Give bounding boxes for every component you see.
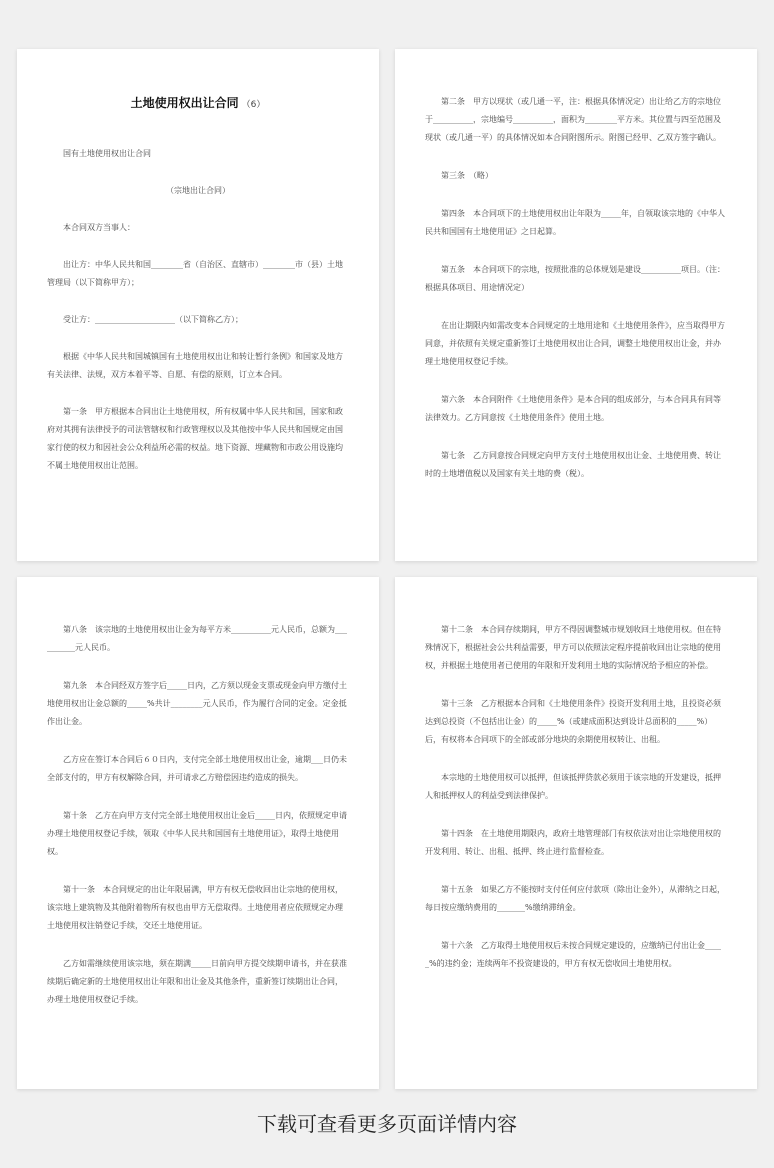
paragraph: 第十六条 乙方取得土地使用权后未按合同规定建设的，应缴纳已付出让金_____%的违约金；连续两年不投资建设的，甲方有权无偿收回土地使用权。	[425, 941, 721, 968]
paragraph: 第六条 本合同附件《土地使用条件》是本合同的组成部分，与本合同具有同等法律效力。乙方同意按《土地使用条件》使用土地。	[425, 395, 721, 422]
paragraph: 根据《中华人民共和国城镇国有土地使用权出让和转让暂行条例》和国家及地方有关法律、法规，双方本着平等、自愿、有偿的原则，订立本合同。	[47, 352, 343, 379]
paragraph: 第十三条 乙方根据本合同和《土地使用条件》投资开发利用土地，且投资必须达到总投资（不包括出让金）的_____%（或建成面积达到设计总面积的_____%）后，有权将本合同项下的全部或部分地块的余期使用权转让、出租。	[425, 699, 721, 744]
download-more-caption[interactable]: 下载可查看更多页面详情内容	[257, 1112, 517, 1136]
paragraph: 第二条 甲方以现状（或几通一平，注：根据具体情况定）出让给乙方的宗地位于__________，宗地编号__________，面积为________平方米。其位置与四至范围及现状（或几通一平）的具体情况如本合同附图所示。附图已经甲、乙双方签字确认。	[425, 97, 721, 142]
paragraph: 第十四条 在土地使用期限内，政府土地管理部门有权依法对出让宗地使用权的开发利用、转让、出租、抵押、终止进行监督检查。	[425, 829, 721, 856]
document-page-1	[17, 49, 379, 561]
document-page-3	[17, 577, 379, 1089]
paragraph: （宗地出让合同）	[166, 186, 230, 195]
paragraph: 第十二条 本合同存续期间，甲方不得因调整城市规划收回土地使用权。但在特殊情况下，根据社会公共利益需要，甲方可以依照法定程序提前收回出让宗地的使用权，并根据土地使用者已使用的年限和开发利用土地的实际情况给予相应的补偿。	[425, 625, 721, 670]
paragraph: 第十一条 本合同规定的出让年限届满，甲方有权无偿收回出让宗地的使用权，该宗地上建筑物及其他附着物所有权也由甲方无偿取得。土地使用者应依照规定办理土地使用权注销登记手续，交还土地使用证。	[47, 885, 343, 930]
paragraph: 出让方：中华人民共和国________省（自治区、直辖市）________市（县）土地管理局（以下简称甲方）；	[47, 260, 343, 287]
paragraph: 在出让期限内如需改变本合同规定的土地用途和《土地使用条件》，应当取得甲方同意，并依照有关规定重新签订土地使用权出让合同，调整土地使用权出让金，并办理土地使用权登记手续。	[425, 321, 725, 366]
paragraph: 乙方如需继续使用该宗地，须在期满_____日前向甲方提交续期申请书，并在获准续期后确定新的土地使用权出让年限和出让金及其他条件，重新签订续期出让合同，办理土地使用权登记手续。	[47, 959, 347, 1004]
paragraph: 第四条 本合同项下的土地使用权出让年限为_____年，自领取该宗地的《中华人民共和国国有土地使用证》之日起算。	[425, 209, 725, 236]
paragraph: 国有土地使用权出让合同	[63, 149, 151, 158]
paragraph: 第一条 甲方根据本合同出让土地使用权，所有权属中华人民共和国，国家和政府对其拥有法律授予的司法管辖权和行政管理权以及其他按中华人民共和国规定由国家行使的权力和因社会公众利益所必需的权益。地下资源、埋藏物和市政公用设施均不属土地使用权出让范围。	[47, 407, 343, 470]
paragraph: 第九条 本合同经双方签字后_____日内，乙方须以现金支票或现金向甲方缴付土地使用权出让金总额的_____%共计________元人民币，作为履行合同的定金。定金抵作出让金。	[47, 681, 347, 726]
title-number: （6）	[241, 100, 266, 110]
paragraph: 第三条 （略）	[441, 171, 493, 180]
paragraph: 第十条 乙方在向甲方支付完全部土地使用权出让金后_____日内，依照规定申请办理土地使用权登记手续，领取《中华人民共和国国有土地使用证》，取得土地使用权。	[47, 811, 347, 856]
paragraph: 第五条 本合同项下的宗地，按照批准的总体规划是建设__________项目。（注：根据具体项目、用途情况定）	[425, 265, 725, 292]
paragraph: 本合同双方当事人：	[63, 223, 135, 232]
paragraph: 第八条 该宗地的土地使用权出让金为每平方米__________元人民币，总额为__________元人民币。	[47, 625, 347, 652]
paragraph: 第十五条 如果乙方不能按时支付任何应付款项（除出让金外），从滞纳之日起，每日按应缴纳费用的_______%缴纳滞纳金。	[425, 885, 725, 912]
document-title: 土地使用权出让合同 （6）	[130, 96, 266, 110]
paragraph: 受让方：____________________（以下简称乙方）；	[63, 315, 243, 324]
document-page-4	[395, 577, 757, 1089]
document-page-2	[395, 49, 757, 561]
paragraph: 本宗地的土地使用权可以抵押，但该抵押贷款必须用于该宗地的开发建设，抵押人和抵押权人的利益受到法律保护。	[425, 773, 721, 800]
paragraph: 第七条 乙方同意按合同规定向甲方支付土地使用权出让金、土地使用费、转让时的土地增值税以及国家有关土地的费（税）。	[425, 451, 721, 478]
paragraph: 乙方应在签订本合同后６０日内，支付完全部土地使用权出让金，逾期___日仍未全部支付的，甲方有权解除合同，并可请求乙方赔偿因违约造成的损失。	[47, 755, 347, 782]
